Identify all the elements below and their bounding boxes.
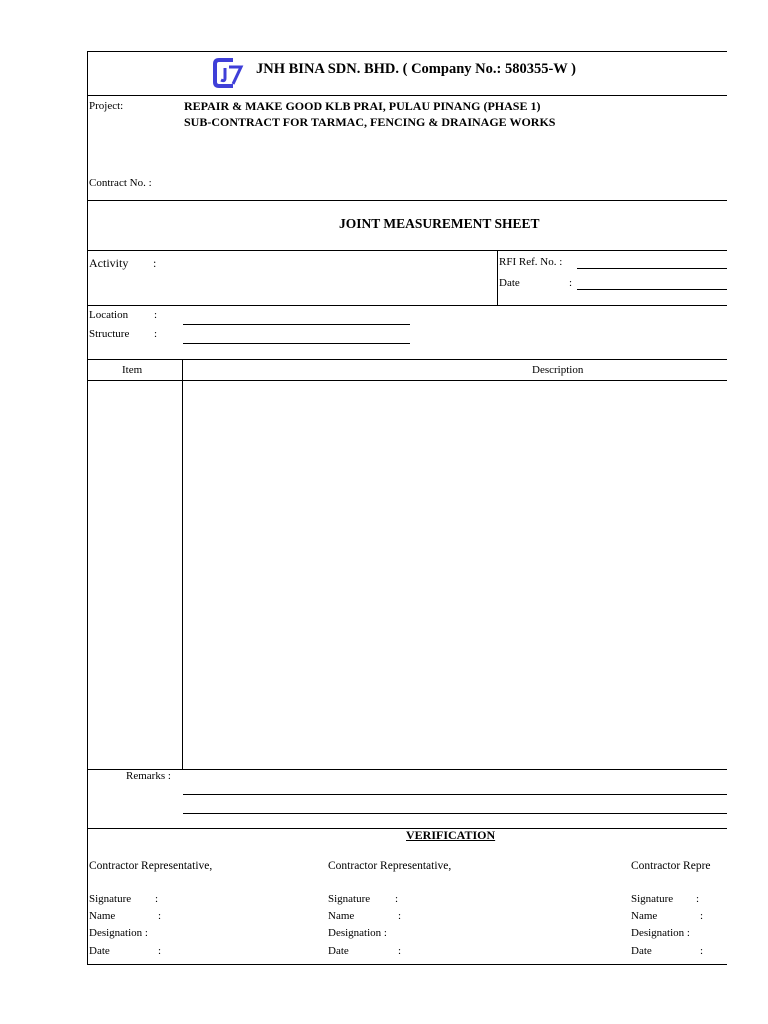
location-colon: : xyxy=(154,309,158,321)
table-bottom xyxy=(87,769,727,770)
verifier-2-signature-label: Signature xyxy=(328,893,371,905)
verifier-2-signature-colon: : xyxy=(395,893,399,905)
activity-colon: : xyxy=(153,256,157,270)
verifier-1-date-label: Date xyxy=(89,945,110,957)
project-line-2: SUB-CONTRACT FOR TARMAC, FENCING & DRAINAGE WORKS xyxy=(184,115,556,129)
verifier-1-signature-label: Signature xyxy=(89,893,132,905)
verifier-2-date-colon: : xyxy=(398,945,402,957)
verifier-2-designation-label: Designation : xyxy=(328,927,387,939)
frame-top xyxy=(87,51,727,52)
divider-rfi-vertical xyxy=(497,250,498,305)
project-line-1: REPAIR & MAKE GOOD KLB PRAI, PULAU PINANG (PHASE 1) xyxy=(184,99,541,113)
company-logo xyxy=(211,56,245,90)
rfi-date-label: Date xyxy=(499,277,520,289)
verifier-1-designation-label: Designation : xyxy=(89,927,148,939)
location-label: Location xyxy=(89,309,129,321)
verifier-2-name-label: Name xyxy=(328,910,355,922)
verifier-2-heading: Contractor Representative, xyxy=(328,860,452,872)
verifier-3-name-colon: : xyxy=(700,910,704,922)
verifier-1-name-colon: : xyxy=(158,910,162,922)
frame-bottom xyxy=(87,964,727,965)
activity-label: Activity xyxy=(89,256,129,270)
structure-label: Structure xyxy=(89,328,130,340)
rfi-ref-field[interactable] xyxy=(577,268,727,269)
rfi-ref-label: RFI Ref. No. : xyxy=(499,256,563,268)
remarks-line-1[interactable] xyxy=(183,794,727,795)
verifier-3-designation-label: Designation : xyxy=(631,927,690,939)
contract-no-label: Contract No. : xyxy=(89,177,152,189)
divider-header xyxy=(87,95,727,96)
structure-colon: : xyxy=(154,328,158,340)
remarks-line-2[interactable] xyxy=(183,813,727,814)
verifier-3-name-label: Name xyxy=(631,910,658,922)
column-header-item: Item xyxy=(122,364,143,376)
structure-field[interactable] xyxy=(183,343,410,344)
divider-activity xyxy=(87,305,727,306)
verifier-3-heading: Contractor Repre xyxy=(631,860,711,872)
divider-title xyxy=(87,250,727,251)
rfi-date-colon: : xyxy=(569,277,573,289)
table-top xyxy=(87,359,727,360)
verifier-3-signature-label: Signature xyxy=(631,893,674,905)
verifier-1-heading: Contractor Representative, xyxy=(89,860,213,872)
table-header-bottom xyxy=(87,380,727,381)
verifier-1-name-label: Name xyxy=(89,910,116,922)
verifier-2-date-label: Date xyxy=(328,945,349,957)
verifier-3-date-colon: : xyxy=(700,945,704,957)
verifier-2-name-colon: : xyxy=(398,910,402,922)
table-column-divider xyxy=(182,359,183,770)
verification-title: VERIFICATION xyxy=(406,828,496,842)
project-label: Project: xyxy=(89,100,124,112)
rfi-date-field[interactable] xyxy=(577,289,727,290)
company-name: JNH BINA SDN. BHD. ( Company No.: 580355-W ) xyxy=(256,61,576,77)
verifier-1-signature-colon: : xyxy=(155,893,159,905)
divider-contract xyxy=(87,200,727,201)
sheet-title: JOINT MEASUREMENT SHEET xyxy=(339,216,540,231)
verifier-3-date-label: Date xyxy=(631,945,652,957)
location-field[interactable] xyxy=(183,324,410,325)
company-logo-icon xyxy=(211,56,245,90)
verifier-1-date-colon: : xyxy=(158,945,162,957)
remarks-label: Remarks : xyxy=(126,770,171,782)
column-header-description: Description xyxy=(532,364,584,376)
verifier-3-signature-colon: : xyxy=(696,893,700,905)
